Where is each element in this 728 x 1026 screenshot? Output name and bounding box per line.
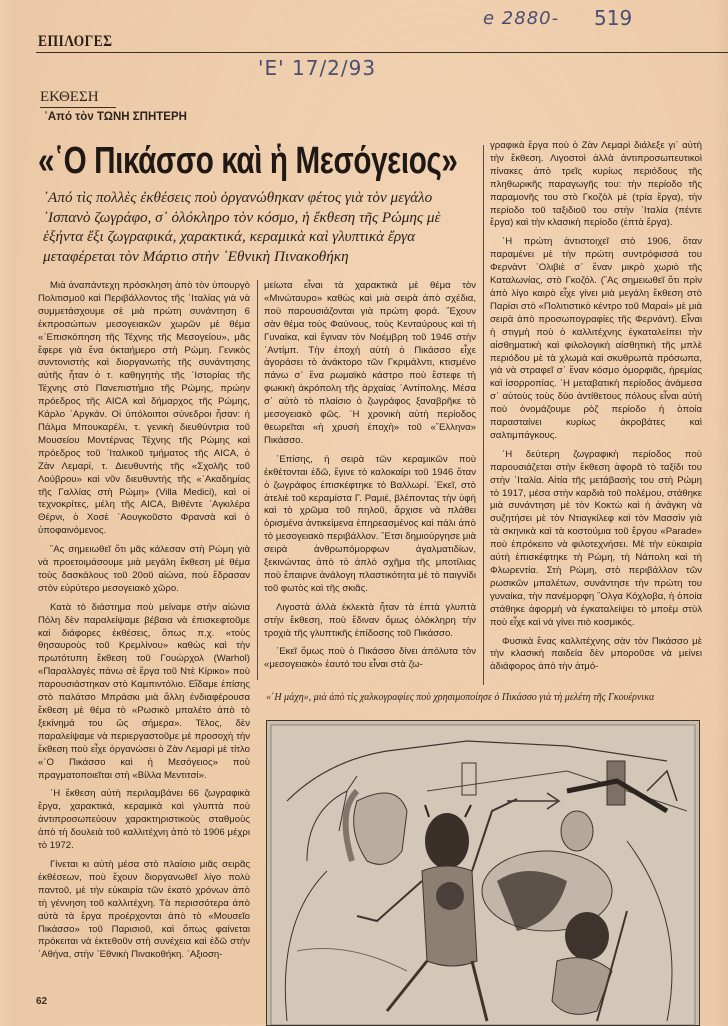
paragraph: Κατὰ τὸ διάστημα ποὺ μείναμε στὴν αἰώνια Πόλη δὲν παραλείψαμε βέβαια νὰ ἐπισκεφτοῦμε καὶ διάφορες ἐκθέσεις, ὅπως π.χ. «τοὺς θησαυροὺς τοῦ Κρεμλίνου» καθὼς καὶ τὴν πρωτότυπη ἔκθεση τοῦ Γουώρχολ (Warhol) «Παραλλαγὲς πάνω σὲ ἔργα τοῦ Ντὲ Κίρικο» ποὺ παρουσιάστηκαν στὸ Καμπιντόλιο. Εἴδαμε ἐπίσης στὸ παλάτσο Μπράσκι μιὰ ἄλλη ἐνδιαφέρουσα ἔκθεση μὲ θέμα τὸ «Ρωσικὸ μπαλέτο ἀπὸ τὸ ξεκίνημά του ὣς σήμερα». Τέλος, δὲν παραλείψαμε νὰ περιεργαστοῦμε μὲ προσοχὴ τὴν ἔκθεση ποὺ εἶχε ὀργανώσει ὁ Ζὰν Λεμαρὶ μὲ τίτλο «῾Ο Πικάσσο καὶ ἡ Μεσόγειος» ποὺ πραγματοποιεῖται στὴ «Βίλλα Μεντιτσί». xyxy=(38,601,250,781)
figure-caption: «῾Η μάχη», μιὰ ἀπὸ τὶς χαλκογραφίες ποὺ χρησιμοποίησε ὁ Πικάσσο γιὰ τὴ μελέτη τῆς Γκουέρνικα xyxy=(266,692,655,703)
byline: ᾿Από τὸν ΤΩΝΗ ΣΠΗΤΕΡΗ xyxy=(44,111,187,123)
etching-drawing xyxy=(267,721,699,1025)
paragraph: ῞Ας σημειωθεῖ ὅτι μᾶς κάλεσαν στὴ Ρώμη γιὰ νὰ προετοιμάσουμε μιὰ μεγάλη ἔκθεση μὲ θέμα τοὺς δασκάλους τοῦ 20οῦ αἰώνα, ποὺ ἔδρασαν στὸν εὐρύτερο μεσογειακὸ χῶρο. xyxy=(38,544,250,594)
paragraph: ῾Η ἔκθεση αὐτὴ περιλαμβάνει 66 ζωγραφικὰ ἔργα, χαρακτικά, κεραμικὰ καὶ γλυπτὰ ποὺ ἀντιπροσωπεύουν χαρακτηριστικοὺς σταθμοὺς ἀπὸ τὴ δουλειὰ τοῦ καλλιτέχνη ἀπὸ τὸ 1906 μέχρι τὸ 1972. xyxy=(38,788,250,852)
etching-illustration xyxy=(266,720,700,1026)
handwritten-date-note: 'Ε' 17/2/93 xyxy=(258,56,377,80)
handwritten-catalog-number: 519 xyxy=(594,6,633,30)
header-divider xyxy=(36,52,728,53)
column-divider xyxy=(257,280,258,680)
lede: ᾿Από τὶς πολλὲς ἐκθέσεις ποὺ ὀργανώθηκαν φέτος γιὰ τὸν μεγάλο ᾿Ισπανὸ ζωγράφο, σ᾿ ὁλόκληρο τὸν κόσμο, ἡ ἔκθεση τῆς Ρώμης μὲ ἑξήντα ἕξι ζωγραφικά, χαρακτικά, κεραμικὰ καὶ γλυπτικὰ ἔργα μεταφέρεται τὸν Μάρτιο στὴν ᾿Εθνικὴ Πινακοθήκη xyxy=(43,189,441,265)
paragraph: γραφικὰ ἔργα ποὺ ὁ Ζὰν Λεμαρὶ διάλεξε γι᾿ αὐτὴ τὴν ἔκθεση. Λιγοστοὶ ἀλλὰ ἀντιπροσωπευτικοὶ πίνακες ἀπὸ τρεῖς κυρίως περιόδους τῆς πληθωρικῆς παραγωγῆς του: τὴν περίοδο τῆς παραμονῆς του στὸ Γκοζὸλ μὲ (τρία ἔργα), τὴν περίοδο τοῦ ταξιδιοῦ του στὴν ᾿Ιταλία (πέντε ἔργα) καὶ τὴν κλασικὴ περίοδο (ἑπτὰ ἔργα). xyxy=(490,140,702,229)
category-divider xyxy=(40,107,116,108)
column-divider xyxy=(483,145,484,685)
paragraph: ᾿Εκεῖ ὅμως ποὺ ὁ Πικάσσο δίνει ἀπόλυτα τὸν «μεσογειακὸ» ἑαυτό του εἶναι στὰ ζω- xyxy=(264,646,476,671)
paragraph: μείωτα εἶναι τὰ χαρακτικὰ μὲ θέμα τὸν «Μινώταυρο» καθὼς καὶ μιὰ σειρὰ ἀπὸ σχέδια, ποὺ παρουσιάζονται γιὰ πρώτη φορά. ῎Εχουν σὰν θέμα τοὺς Φαύνους, τοὺς Κενταύρους καὶ τὴ Γυναίκα, καὶ ἔγιναν τὸν Νοέμβρη τοῦ 1946 στὴν ᾿Αντίμπ. Τὴν ἐποχὴ αὐτὴ ὁ Πικάσσο εἶχε ἀγοράσει τὸ ἀνάκτορο τῶν Γκριμάλντι, κτισμένο πάνω σ᾿ ἕνα ρωμαϊκὸ κάστρο ποὺ ἔστεφε τὴ φωκικὴ ἀκρόπολη τῆς ἀρχαίας ᾿Αντίπολης. Μέσα σ᾿ αὐτὸ τὸ πλαίσιο ὁ ζωγράφος ξαναβρῆκε τὸ μεσογειακὸ φῶς. ῾Η χρονικὴ αὐτὴ περίοδος θεωρεῖται «ἡ χρυσὴ ἐποχὴ» τοῦ «῞Ελληνα» Πικάσσο. xyxy=(264,280,476,446)
article-category: ΕΚΘΕΣΗ xyxy=(40,89,99,105)
paragraph: ῾Η δεύτερη ζωγραφικὴ περίοδος ποὺ παρουσιάζεται στὴν ἔκθεση ἀφορᾶ τὸ ταξίδι του στὴν ᾿Ιταλία. Αἰτία τῆς μετάβασής του στὴ Ρώμη τὸ 1917, μέσα στὴν καρδιὰ τοῦ πολέμου, στάθηκε μιὰ συνάντηση μὲ τὸν Κοκτὼ καὶ ἡ ἀνάγκη νὰ συζητήσει μὲ τὸν Ντιαγκίλεφ καὶ τὸν Μασσὶν γιὰ τὰ σκηνικὰ καὶ τὰ κοστούμια τοῦ ἔργου «Parade» ποὺ ἐπρόκειτο νὰ φιλοτεχνήσει. Μὲ τὴν εὐκαιρία αὐτὴ ἐπισκέφτηκε τὴ Ρώμη, τὴ Νάπολη καὶ τὴ Φλωρεντία. Στὴ Ρώμη, στὸ περιβάλλον τῶν ρωσικῶν μπαλέτων, συνάντησε τὴν πρώτη του γυναίκα, τὴν πανέμορφη ῎Ολγα Κόχλοβα, ἡ ὁποία στάθηκε ἀφορμὴ νὰ ἐγκαταλείψει τὸ μποὲμ στὺλ ποὺ εἶχε καὶ νὰ γίνει πιὸ κοσμικός. xyxy=(490,448,702,628)
paragraph: Μιὰ ἀναπάντεχη πρόσκληση ἀπὸ τὸν ὑπουργὸ Πολιτισμοῦ καὶ Περιβάλλοντος τῆς ᾿Ιταλίας γιὰ νὰ συμμετάσχουμε σὲ μιὰ πρώτη συνάντηση 6 ἐκπροσώπων μεσογειακῶν χωρῶν μὲ θέμα «᾿Επισκόπηση τῆς Τέχνης τῆς Μεσογείου», μᾶς ἔφερε γιὰ ἕνα ὀκταήμερο στὴ Ρώμη. Γενικὸς συντονιστὴς καὶ διοργανωτὴς τῆς συνάντησης αὐτῆς ἦταν ὁ τ. καθηγητὴς τῆς ῾Ιστορίας τῆς Τέχνης στὸ Πανεπιστήμιο τῆς Ρώμης, πρώην πρόεδρος τῆς AICA καὶ δήμαρχος τῆς Ρώμης, Κάρλο ᾿Αργκάν. Οἱ ὑπόλοιποι σύνεδροι ἦσαν: ἡ Πάλμα Μπουκαρέλι, τ. γενικὴ διευθύντρια τοῦ Μουσείου Μοντέρνας Τέχνης τῆς Ρώμης καὶ πρόεδρος τοῦ ᾿Ιταλικοῦ τμήματος τῆς AICA, ὁ Ζὰν Λεμαρί, τ. Διευθυντὴς τῆς «Σχολῆς τοῦ Λούβρου» καὶ νῦν διευθυντὴς τῆς «᾿Ακαδημίας τῆς Γαλλίας στὴ Ρώμη» (Villa Medici), καὶ οἱ τεχνοκρίτες, μέλη τῆς AICA, Βιθέντε ᾿Αγκιλέρα Θέρνι, ὁ Χοσὲ ᾿Αουγκοῦστο Φρανσὰ καὶ ὁ ὑποφαινόμενος. xyxy=(38,280,250,537)
article-column-3 xyxy=(490,140,702,680)
paragraph: ῾Η πρώτη ἀντιστοιχεῖ στὸ 1906, ὅταν παραμένει μὲ τὴν πρώτη συντρόφισσά του Φερνὰντ ᾿Ολιβιὲ σ᾿ ἕναν μικρὸ χωριὸ τῆς Καταλωνίας, στὸ Γκοζόλ. (῞Ας σημειωθεῖ ὅτι πρὶν ἀπὸ λίγο καιρὸ εἶχε γίνει μιὰ μεγάλη ἔκθεση στὸ Παρίσι στὸ «Πολιτιστικὸ κέντρο τοῦ Μαραί» μὲ μιὰ σειρὰ ἀπὸ προσωπογραφίες τῆς Φερνάντ). Εἶναι ἡ στιγμὴ ποὺ ὁ καλλιτέχνης ἐγκαταλείπει τὴν αἰσθηματικὴ καὶ φιλολογικὴ αἰσθητικὴ τῆς μπλὲ περιόδου μὲ τὰ χλωμὰ καὶ σκυθρωπὰ πρόσωπα, γιὰ νὰ στραφεῖ σ᾿ ἕναν κόσμο ὁμορφιᾶς, ἠρεμίας καὶ ἰσορροπίας. ῾Η μεταβατικὴ περίοδος ἀνάμεσα σ᾿ αὐτοὺς τοὺς δύο ἀντίθετους πόλους εἶναι αὐτὴ ποὺ ὀνομάζουμε ρὸζ περίοδο ἡ ὁποία παρασταίνει κυρίως ἀκροβάτες καὶ σαλτιμπάγκους. xyxy=(490,236,702,441)
paragraph: Λιγοστὰ ἀλλὰ ἐκλεκτὰ ἦταν τὰ ἑπτὰ γλυπτὰ στὴν ἔκθεση, ποὺ ἔδιναν ὅμως ὁλόκληρη τὴν τροχιὰ τῆς γλυπτικῆς ἐπίδοσης τοῦ Πικάσσο. xyxy=(264,601,476,639)
paragraph: Γίνεται κι αὐτὴ μέσα στὸ πλαίσιο μιᾶς σειρᾶς ἐκθέσεων, ποὺ ἔχουν διοργανωθεῖ λίγο πολὺ παντοῦ, μὲ τὴν εὐκαιρία τῶν ἑκατὸ χρόνων ἀπὸ τὴ γέννηση τοῦ καλλιτέχνη. Τὰ περισσότερα ἀπὸ αὐτὰ τὰ ἔργα προέρχονται ἀπὸ τὸ «Μουσεῖο Πικάσσο» τοῦ Παρισιοῦ, καὶ ὅπως φαίνεται πρόκειται νὰ ἐκτεθοῦν στὴ συνέχεια καὶ ἐδῶ στὴν ᾿Αθήνα, στὴν ᾿Εθνικὴ Πινακοθήκη. ᾿Αξιοση- xyxy=(38,858,250,961)
section-header: ΕΠΙΛΟΓΕΣ xyxy=(38,33,113,50)
handwritten-catalog-code: e 2880- xyxy=(483,8,560,29)
paragraph: ᾿Επίσης, ἡ σειρὰ τῶν κεραμικῶν ποὺ ἐκθέτονται ἐδῶ, ἔγινε τὸ καλοκαίρι τοῦ 1946 ὅταν ὁ ζωγράφος ἐπισκέφτηκε τὸ Βαλλωρί. ᾿Εκεῖ, στὸ ἀτελιὲ τοῦ κεραμίστα Γ. Ραμιέ, βλέποντας τὴν ὑφὴ καὶ τὸ χρῶμα τοῦ πηλοῦ, ἄρχισε νὰ πλάθει ὁρισμένα ἀντικείμενα ἐπηρεασμένος καὶ πάλι ἀπὸ τὸ μεσογειακὸ περιβάλλον. ῎Ετσι δημιούργησε μιὰ σειρὰ ἀνθρωπόμορφων ἀγαλματιδίων, ξεκινώντας ἀπὸ τὸ ἁπλὸ σχῆμα τῆς μποτίλιας ποὺ ἔπαιρνε ἀνάλογη πλαστικότητα μὲ τὸ παιγνίδι τοῦ φωτὸς καὶ τῆς σκιᾶς. xyxy=(264,453,476,594)
page-number: 62 xyxy=(36,996,48,1007)
headline: «῾Ο Πικάσσο καὶ ἡ Μεσόγειος» xyxy=(38,140,458,182)
article-column-1 xyxy=(38,280,250,968)
paragraph: Φυσικὰ ἕνας καλλιτέχνης σὰν τὸν Πικάσσο μὲ τὴν κλασικὴ παιδεία δὲν μποροῦσε νὰ μείνει ἀδιάφορος ἀπὸ τὴν ἀτμό- xyxy=(490,635,702,673)
article-column-2 xyxy=(264,280,476,678)
